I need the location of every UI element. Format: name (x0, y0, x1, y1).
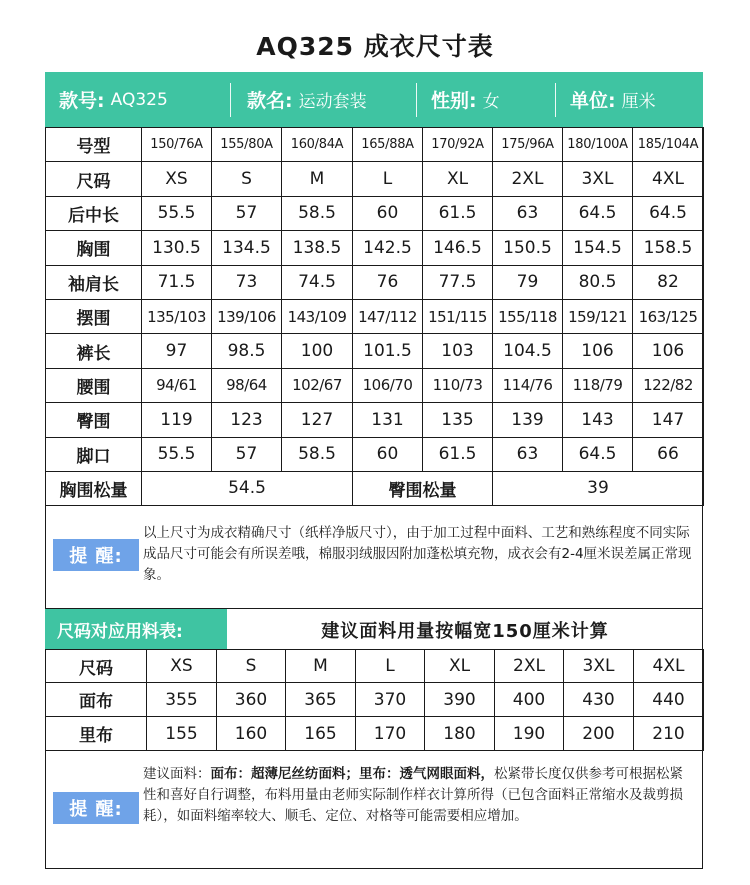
table-cell: 122/82 (633, 368, 704, 402)
row-label: 摆围 (46, 299, 142, 333)
info-value: AQ325 (110, 89, 168, 110)
fabric-section-bar (45, 608, 703, 650)
table-cell: 104.5 (493, 334, 563, 368)
info-value: 女 (482, 92, 500, 112)
table-cell: 135 (423, 403, 493, 437)
table-cell: 106 (633, 334, 704, 368)
divider (416, 83, 417, 117)
table-row (46, 299, 704, 333)
table-cell: 200 (564, 717, 634, 751)
ease-label: 臀围松量 (353, 471, 493, 505)
table-cell: M (282, 162, 353, 196)
row-label: 裤长 (46, 334, 142, 368)
info-gender (417, 72, 555, 127)
ease-value: 54.5 (142, 471, 353, 505)
table-cell: 170/92A (423, 128, 493, 162)
table-cell: 355 (147, 683, 217, 717)
table-cell: 76 (353, 265, 423, 299)
table-cell: M (286, 650, 356, 683)
table-cell: 390 (425, 683, 495, 717)
table-row (46, 196, 704, 230)
reminder-tag: 提 醒: (53, 792, 139, 824)
table-cell: 151/115 (423, 299, 493, 333)
row-label: 号型 (46, 128, 142, 162)
row-label: 尺码 (46, 162, 142, 196)
table-cell: S (212, 162, 282, 196)
table-cell: 60 (353, 437, 423, 471)
table-cell: 102/67 (282, 368, 353, 402)
table-cell: 64.5 (633, 196, 704, 230)
table-cell: 58.5 (282, 196, 353, 230)
page-title: AQ325 成衣尺寸表 (256, 32, 494, 61)
table-cell: L (353, 162, 423, 196)
table-cell: 185/104A (633, 128, 704, 162)
outer-fabric-note: 面布：超薄尼丝纺面料； (210, 766, 359, 782)
table-row (46, 717, 704, 751)
table-cell: 64.5 (563, 437, 633, 471)
table-cell: 139 (493, 403, 563, 437)
table-cell: 400 (495, 683, 564, 717)
table-row (46, 231, 704, 265)
table-row (46, 265, 704, 299)
reminder-lead: 建议面料： (143, 766, 211, 782)
row-label: 袖肩长 (46, 265, 142, 299)
table-cell: 61.5 (423, 437, 493, 471)
row-label: 里布 (46, 717, 147, 751)
info-style-no (45, 72, 230, 127)
table-cell: 3XL (563, 162, 633, 196)
table-cell: 127 (282, 403, 353, 437)
table-cell: 100 (282, 334, 353, 368)
table-cell: XS (147, 650, 217, 683)
reminder-box-2 (45, 750, 703, 869)
fabric-width-note: 建议面料用量按幅宽150厘米计算 (321, 620, 609, 642)
ease-row (46, 471, 704, 505)
table-cell: 110/73 (423, 368, 493, 402)
row-label: 后中长 (46, 196, 142, 230)
table-row (46, 368, 704, 402)
divider (230, 83, 231, 117)
row-label: 腰围 (46, 368, 142, 402)
table-cell: 160 (217, 717, 286, 751)
reminder-text: 以上尺寸为成衣精确尺寸（纸样净版尺寸），由于加工过程中面料、工艺和熟练程度不同实际成品尺寸可能会有所误差哦，棉服羽绒服因附加蓬松填充物，成衣会有2-4厘米误差属正常现象。 (143, 525, 692, 583)
table-cell: 103 (423, 334, 493, 368)
table-row (46, 128, 704, 162)
table-cell: 370 (356, 683, 425, 717)
table-cell: 146.5 (423, 231, 493, 265)
table-cell: 210 (634, 717, 704, 751)
table-cell: XS (142, 162, 212, 196)
table-cell: 82 (633, 265, 704, 299)
table-cell: XL (423, 162, 493, 196)
row-label: 尺码 (46, 650, 147, 683)
table-cell: 2XL (493, 162, 563, 196)
table-cell: 66 (633, 437, 704, 471)
ease-value: 39 (493, 471, 704, 505)
table-cell: 430 (564, 683, 634, 717)
table-cell: 64.5 (563, 196, 633, 230)
table-cell: 190 (495, 717, 564, 751)
table-row (46, 162, 704, 196)
table-cell: 143 (563, 403, 633, 437)
table-cell: 73 (212, 265, 282, 299)
table-cell: 119 (142, 403, 212, 437)
table-cell: 163/125 (633, 299, 704, 333)
table-cell: 77.5 (423, 265, 493, 299)
fabric-section-title: 尺码对应用料表: (45, 609, 227, 650)
table-cell: 60 (353, 196, 423, 230)
table-cell: 106/70 (353, 368, 423, 402)
fabric-table (45, 649, 704, 751)
row-label: 胸围 (46, 231, 142, 265)
table-cell: 175/96A (493, 128, 563, 162)
info-key: 单位: (570, 90, 616, 112)
reminder-text (143, 764, 695, 827)
info-value: 运动套装 (298, 92, 367, 112)
table-cell: 3XL (564, 650, 634, 683)
table-cell: L (356, 650, 425, 683)
table-cell: 170 (356, 717, 425, 751)
table-row (46, 403, 704, 437)
table-cell: 71.5 (142, 265, 212, 299)
table-cell: 61.5 (423, 196, 493, 230)
table-cell: XL (425, 650, 495, 683)
row-label: 面布 (46, 683, 147, 717)
table-cell: 139/106 (212, 299, 282, 333)
table-cell: 440 (634, 683, 704, 717)
table-cell: 57 (212, 437, 282, 471)
info-value: 厘米 (621, 92, 656, 112)
divider (555, 83, 556, 117)
table-row (46, 683, 704, 717)
reminder-body: 松紧带长度仅供参考可根据松紧性和喜好自行调整，布料用量由老师实际制作样衣计算所得（已包含面料正常缩水及裁剪损耗），如面料缩率较大、顺毛、定位、对格等可能需要相应增加。 (143, 766, 683, 824)
table-cell: 155 (147, 717, 217, 751)
table-cell: 154.5 (563, 231, 633, 265)
table-cell: 360 (217, 683, 286, 717)
row-label: 脚口 (46, 437, 142, 471)
table-cell: 150.5 (493, 231, 563, 265)
table-cell: 101.5 (353, 334, 423, 368)
table-cell: 155/80A (212, 128, 282, 162)
table-cell: 63 (493, 196, 563, 230)
info-key: 性别: (431, 90, 477, 112)
table-cell: 79 (493, 265, 563, 299)
table-cell: 135/103 (142, 299, 212, 333)
table-cell: 97 (142, 334, 212, 368)
table-cell: 165/88A (353, 128, 423, 162)
table-cell: 106 (563, 334, 633, 368)
header-row (46, 650, 704, 683)
table-cell: 134.5 (212, 231, 282, 265)
info-style-name (231, 72, 416, 127)
table-cell: 159/121 (563, 299, 633, 333)
row-label: 臀围 (46, 403, 142, 437)
table-cell: 2XL (495, 650, 564, 683)
table-cell: 180/100A (563, 128, 633, 162)
table-cell: 118/79 (563, 368, 633, 402)
table-cell: 155/118 (493, 299, 563, 333)
table-cell: 160/84A (282, 128, 353, 162)
table-cell: 130.5 (142, 231, 212, 265)
table-cell: 165 (286, 717, 356, 751)
table-cell: S (217, 650, 286, 683)
table-cell: 365 (286, 683, 356, 717)
size-table (45, 127, 704, 506)
table-cell: 55.5 (142, 437, 212, 471)
info-key: 款号: (59, 90, 105, 112)
table-cell: 80.5 (563, 265, 633, 299)
table-cell: 98.5 (212, 334, 282, 368)
table-row (46, 437, 704, 471)
table-cell: 94/61 (142, 368, 212, 402)
table-cell: 63 (493, 437, 563, 471)
table-cell: 98/64 (212, 368, 282, 402)
ease-label: 胸围松量 (46, 471, 142, 505)
reminder-box (45, 505, 703, 608)
table-cell: 158.5 (633, 231, 704, 265)
table-cell: 147 (633, 403, 704, 437)
info-unit (556, 72, 702, 127)
table-cell: 114/76 (493, 368, 563, 402)
table-cell: 143/109 (282, 299, 353, 333)
table-cell: 74.5 (282, 265, 353, 299)
table-cell: 57 (212, 196, 282, 230)
info-key: 款名: (247, 90, 293, 112)
product-info-bar (45, 72, 703, 127)
table-cell: 180 (425, 717, 495, 751)
table-cell: 138.5 (282, 231, 353, 265)
table-cell: 147/112 (353, 299, 423, 333)
table-cell: 4XL (634, 650, 704, 683)
table-cell: 55.5 (142, 196, 212, 230)
table-cell: 58.5 (282, 437, 353, 471)
table-cell: 123 (212, 403, 282, 437)
table-cell: 142.5 (353, 231, 423, 265)
reminder-tag: 提 醒: (53, 539, 139, 571)
table-row (46, 334, 704, 368)
table-cell: 131 (353, 403, 423, 437)
lining-fabric-note: 里布：透气网眼面料， (359, 766, 494, 782)
table-cell: 150/76A (142, 128, 212, 162)
table-cell: 4XL (633, 162, 704, 196)
